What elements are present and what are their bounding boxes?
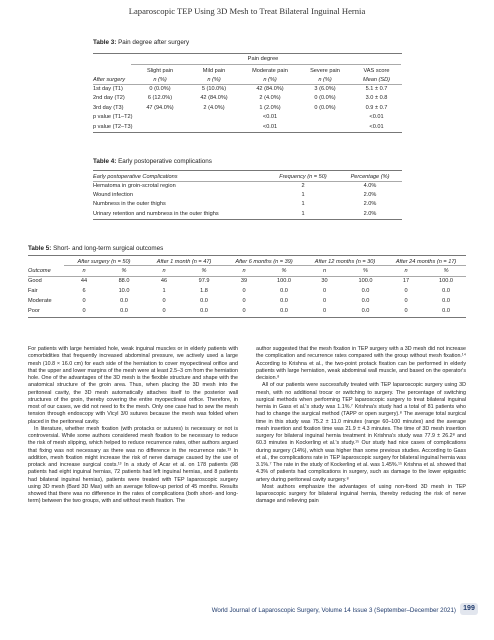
table3-cell bbox=[187, 122, 241, 132]
table3-cell bbox=[299, 113, 351, 123]
table3-cell: 3.0 ± 0.8 bbox=[365, 95, 388, 102]
table5-sub: % bbox=[363, 268, 369, 274]
table5-label: Table 5: bbox=[28, 245, 52, 252]
table5-cell: 100.0 bbox=[439, 278, 454, 284]
table-row bbox=[93, 209, 402, 218]
table-row bbox=[93, 190, 402, 199]
table5-cell: 0.0 bbox=[120, 308, 128, 314]
table5-group-1-month: After 1 month (n = 47) bbox=[156, 258, 212, 265]
table-row bbox=[93, 84, 402, 94]
table4-col-complication: Early postoperative Complications bbox=[93, 173, 178, 180]
journal-footer: World Journal of Laparoscopic Surgery, Volume 14 Issue 3 (September–December 2021) bbox=[211, 607, 456, 614]
table4-title: Early postoperative complications bbox=[118, 158, 212, 165]
table3-cell: 42 (84.0%) bbox=[200, 95, 228, 102]
table5-cell: 0 bbox=[242, 308, 246, 314]
table3-cell: 3 (6.0%) bbox=[314, 85, 336, 92]
table5-cell: 0.0 bbox=[280, 288, 288, 294]
table5-cell: 0.0 bbox=[280, 298, 288, 304]
table3-cell: 2 (4.0%) bbox=[259, 95, 281, 102]
table3-cell: 6 (12.0%) bbox=[147, 95, 173, 102]
table5-cell: 0.0 bbox=[280, 308, 288, 314]
table3-cell: 42 (84.0%) bbox=[256, 85, 284, 92]
table5-sub: % bbox=[121, 268, 127, 274]
table-row bbox=[93, 122, 402, 132]
table3-cell: 0.9 ± 0.7 bbox=[365, 104, 388, 111]
table5-cell: 100.0 bbox=[358, 278, 373, 284]
table4-cell: Hematoma in groin-scrotal region bbox=[93, 182, 176, 189]
table4-cell: 2 bbox=[301, 182, 305, 189]
table-row bbox=[93, 200, 402, 209]
table5-group-6-months: After 6 months (n = 39) bbox=[235, 258, 293, 265]
table3-cell: 0 (0.0%) bbox=[149, 85, 171, 92]
table4-label: Table 4: bbox=[93, 158, 117, 165]
table3-title: Pain degree after surgery bbox=[118, 39, 190, 46]
table5-cell: 0.0 bbox=[442, 308, 450, 314]
table5-cell: 0 bbox=[162, 308, 166, 314]
table3-cell bbox=[133, 113, 187, 123]
table5-cell: 0.0 bbox=[361, 308, 370, 314]
body-paragraph: For patients with large herniated hole, weak inguinal muscles or in elderly patients with comorbidities that frequently increased abdominal pressure, we actively used a large mesh (10.8 × 16.0 cm) for each side of the herniation to cover myopectineal orifice and that the upper and lower margins of the mesh were at least 2.5–3 cm from the herniation hole. One of the advantages of the 3D mesh is the flexible structure and shape with the anatomical structure of the groin area. Thus, when placing the 3D mesh into the peritoneal cavity, the 3D mesh automatically attaches itself to the posterior wall structures of the groin, thereby covering the entire myopectineal orifice. Therefore, in most of our cases, we did not need to fix the mesh. Only one case had to sew the mesh tension through endoscopy with Vicyl 3/0 sutures because the mesh was folded when placed in the peritoneal cavity. bbox=[28, 346, 238, 425]
table3-cell bbox=[187, 113, 241, 123]
table-row bbox=[93, 103, 402, 113]
table3-cell bbox=[299, 122, 351, 132]
table5-cell: 0.0 bbox=[442, 298, 450, 304]
page-number: 199 bbox=[460, 603, 478, 615]
table4-cell: Wound infection bbox=[93, 191, 134, 198]
table3-label: Table 3: bbox=[93, 39, 117, 46]
table5-cell: 0 bbox=[404, 288, 408, 294]
table4-cell: 4.0% bbox=[363, 182, 377, 189]
table3-sub-1: n (%) bbox=[153, 76, 167, 83]
table4-cell: 1 bbox=[301, 210, 305, 217]
table5-cell: 6 bbox=[82, 288, 86, 294]
table5-cell: Good bbox=[28, 278, 42, 284]
table5-cell: 44 bbox=[80, 278, 88, 284]
table5-sub: n bbox=[242, 268, 246, 274]
table5-cell: Poor bbox=[28, 308, 40, 314]
table-row bbox=[28, 276, 466, 286]
table5-cell: 0.0 bbox=[361, 298, 370, 304]
table5-cell: 0 bbox=[404, 298, 408, 304]
table5-cell: 0.0 bbox=[200, 298, 208, 304]
table-row bbox=[93, 94, 402, 104]
table3-column-header-row bbox=[93, 66, 402, 75]
table5-sub: n bbox=[322, 268, 327, 274]
table4-header-row bbox=[93, 172, 402, 181]
table3-group-header: Pain degree bbox=[247, 56, 279, 62]
table3-cell: 5 (10.0%) bbox=[201, 85, 227, 92]
body-paragraph: Most authors emphasize the advantages of using non-fixed 3D mesh in TEP laparoscopic surgery for bilateral inguinal hernia, thereby reducing the risk of nerve damage and relieving pain bbox=[256, 483, 466, 505]
table5-cell: Fair bbox=[28, 288, 38, 294]
table3-top-rule bbox=[93, 53, 402, 54]
table5-cell: 0.0 bbox=[120, 298, 128, 304]
table3-sub-2: n (%) bbox=[207, 76, 221, 83]
table5-cell: 100.0 bbox=[277, 278, 292, 284]
table5-cell: 0 bbox=[322, 288, 327, 294]
table5-bottom-rule bbox=[28, 317, 466, 318]
table5-cell: 0 bbox=[322, 308, 327, 314]
body-left-column bbox=[28, 346, 238, 594]
table5-caption bbox=[28, 245, 163, 252]
table4-cell: 1 bbox=[301, 201, 305, 208]
table5-cell: 17 bbox=[402, 278, 410, 284]
table3-sub-5: Mean (SD) bbox=[362, 76, 391, 83]
table3-sub-4: n (%) bbox=[318, 76, 332, 83]
table-row bbox=[28, 296, 466, 306]
table5-cell: 0 bbox=[242, 298, 246, 304]
table5-cell: 0.0 bbox=[361, 288, 370, 294]
table4-cell: 2.0% bbox=[363, 191, 377, 198]
table-row bbox=[28, 286, 466, 296]
body-right-column bbox=[256, 346, 466, 594]
table4-col-percentage: Percentage (%) bbox=[350, 173, 390, 180]
table4-cell: Numbness in the outer thighs bbox=[93, 201, 166, 208]
table4-cell: 2.0% bbox=[363, 201, 377, 208]
table5-group-24-months: After 24 months (n = 17) bbox=[395, 258, 457, 265]
table3-col-slight: Slight pain bbox=[146, 67, 174, 74]
table3 bbox=[93, 66, 402, 132]
table5-cell: 0 bbox=[242, 288, 246, 294]
table3-sub-0: After surgery bbox=[93, 76, 126, 83]
table3-cell: 3rd day (T3) bbox=[93, 104, 124, 111]
table3-cell: 0 (0.0%) bbox=[314, 104, 336, 111]
running-head: Laparoscopic TEP Using 3D Mesh to Treat Bilateral Inguinal Hernia bbox=[128, 6, 366, 16]
table3-caption bbox=[93, 39, 189, 46]
table5-cell: Moderate bbox=[28, 298, 52, 304]
table3-col-severe: Severe pain bbox=[310, 67, 340, 74]
table3-cell: <0.01 bbox=[369, 114, 384, 121]
table3-col-mild: Mild pain bbox=[202, 67, 226, 74]
table5-sub: n bbox=[82, 268, 86, 274]
table5-sub: % bbox=[443, 268, 449, 274]
table5-cell: 97.9 bbox=[198, 278, 210, 284]
table5-sub: n bbox=[162, 268, 166, 274]
table-row bbox=[28, 306, 466, 316]
table3-group-rule bbox=[131, 64, 401, 65]
table4-bottom-rule bbox=[93, 219, 402, 220]
table3-col-moderate: Moderate pain bbox=[252, 67, 288, 74]
table5-cell: 0 bbox=[82, 298, 86, 304]
table5-sub: % bbox=[281, 268, 287, 274]
table3-col-vas: VAS score bbox=[363, 67, 390, 74]
table5-title: Short- and long-term surgical outcomes bbox=[53, 245, 164, 252]
table3-cell: 2 (4.0%) bbox=[203, 104, 225, 111]
table3-cell: <0.01 bbox=[262, 114, 278, 121]
table5-group-12-months: After 12 months (n = 30) bbox=[314, 258, 376, 265]
table3-cell: p value (T2–T3) bbox=[93, 123, 133, 130]
table4 bbox=[93, 172, 402, 218]
table3-subheader-row bbox=[93, 75, 402, 84]
table5-group-after-surgery: After surgery (n = 50) bbox=[77, 258, 131, 265]
table5-cell: 46 bbox=[160, 278, 168, 284]
table4-header-rule bbox=[93, 181, 402, 182]
table-row bbox=[93, 181, 402, 190]
table5-cell: 30 bbox=[321, 278, 328, 284]
table3-cell: 0 (0.0%) bbox=[314, 95, 336, 102]
table3-cell: <0.01 bbox=[262, 123, 278, 130]
table3-cell: p value (T1–T2) bbox=[93, 114, 133, 121]
table3-cell: 5.1 ± 0.7 bbox=[365, 85, 388, 92]
table3-cell: 1 (2.0%) bbox=[259, 104, 281, 111]
table5-cell: 0.0 bbox=[200, 308, 208, 314]
table5-sub: n bbox=[404, 268, 408, 274]
table5-cell: 0 bbox=[162, 298, 166, 304]
table5-top-rule bbox=[28, 255, 466, 256]
table4-cell: 2.0% bbox=[363, 210, 377, 217]
table3-cell: 1st day (T1) bbox=[93, 85, 123, 92]
table5-group-rule bbox=[64, 265, 466, 266]
table3-cell: 47 (94.0%) bbox=[146, 104, 174, 111]
table5-cell: 0 bbox=[322, 298, 327, 304]
table5-cell: 0 bbox=[82, 308, 86, 314]
table3-cell: 2nd day (T2) bbox=[93, 95, 125, 102]
table5-cell: 1.8 bbox=[200, 288, 208, 294]
table3-header-rule bbox=[93, 84, 402, 85]
table5-sub-outcome: Outcome bbox=[28, 268, 51, 274]
table-row bbox=[93, 113, 402, 123]
table4-caption bbox=[93, 158, 212, 165]
table5-sub: % bbox=[201, 268, 207, 274]
table5-header-rule bbox=[28, 276, 466, 277]
table3-cell bbox=[133, 122, 187, 132]
table3-cell: <0.01 bbox=[369, 123, 384, 130]
table3-bottom-rule bbox=[93, 132, 402, 133]
table5-cell: 1 bbox=[162, 288, 166, 294]
body-paragraph: In literature, whether mesh fixation (with protacks or sutures) is necessary or not is controversial. While some authors considered mesh fixation to be necessary to reduce the risk of mesh slipping, which helped to reduce recurrence rates, other authors argued that fixing was not necessary as there was no difference in the recurrence rate.¹³ In addition, mesh fixation might increase the risk of nerve damage caused by the use of protack and increase surgical costs.¹³ In a study of Acar et al. on 178 patients (98 patients had eight inguinal hernias, 72 patients had left inguinal hernias, and 8 patients had bilateral inguinal hernias), patients were treated with TEP laparoscopic surgery using 3D mesh (Bard 3D Max) with an average follow-up period of 45 months. Results showed that there was no difference in the rates of complications (both short- and long-term) between the two groups, with and without mesh fixation. The bbox=[28, 425, 238, 505]
table4-cell: 1 bbox=[301, 191, 305, 198]
table5-cell: 0.0 bbox=[442, 288, 450, 294]
table4-top-rule bbox=[93, 170, 402, 171]
table5-cell: 10.0 bbox=[118, 288, 130, 294]
body-paragraph: author suggested that the mesh fixation in TEP surgery with a 3D mesh did not increase the complication and recurrence rates compared with the group without mesh fixation.¹⁴ According to Krishna et al., the two-point protack fixation can be performed in elderly patients with large herniation, weak abdominal wall muscle, and based on the operator's decision.⁸ bbox=[256, 346, 466, 381]
table5-cell: 0 bbox=[404, 308, 408, 314]
table4-cell: Urinary retention and numbness in the outer thighs bbox=[93, 210, 219, 217]
table3-sub-3: n (%) bbox=[263, 76, 277, 83]
table4-col-frequency: Frequency (n = 50) bbox=[279, 173, 327, 180]
table5-cell: 88.0 bbox=[118, 278, 130, 284]
table5-cell: 39 bbox=[240, 278, 248, 284]
body-paragraph: All of our patients were successfully treated with TEP laparoscopic surgery using 3D mesh, with no additional trocar or switching to surgery. The percentage of switching surgical methods when performing TEP laparoscopic surgery to treat bilateral inguinal hernia in Gass et al.'s study was 1.1%.⁷ Krishna's study had a total of 81 patients who had to change the surgical method (TAPP or open surgery).⁸ The average total surgical time in this study was 75.2 ± 11.0 minutes (range 60–100 minutes) and the average mesh insertion and fixation time was 21.9 ± 4.3 minutes. The time of 3D mesh insertion surgery for bilateral inguinal hernia treatment in Krishna's study was 77.9 ± 26.2⁸ and 60.3 minutes in Kockerling et al.'s study.¹⁵ Our study had nice cases of complications during surgery (14%), which was higher than some previous studies. According to Gass et al., the complications rate in TEP laparoscopic surgery for bilateral inguinal hernia was 3.1%.⁷ The rate in the study of Kockerling et al. was 1.45%.¹⁵ Krishna et al. showed that 4.3% of patients had complications in surgery, such as damage to the lower epigastric artery during peritoneal cavity surgery.⁸ bbox=[256, 382, 466, 483]
table5-subheader-row bbox=[28, 266, 466, 276]
